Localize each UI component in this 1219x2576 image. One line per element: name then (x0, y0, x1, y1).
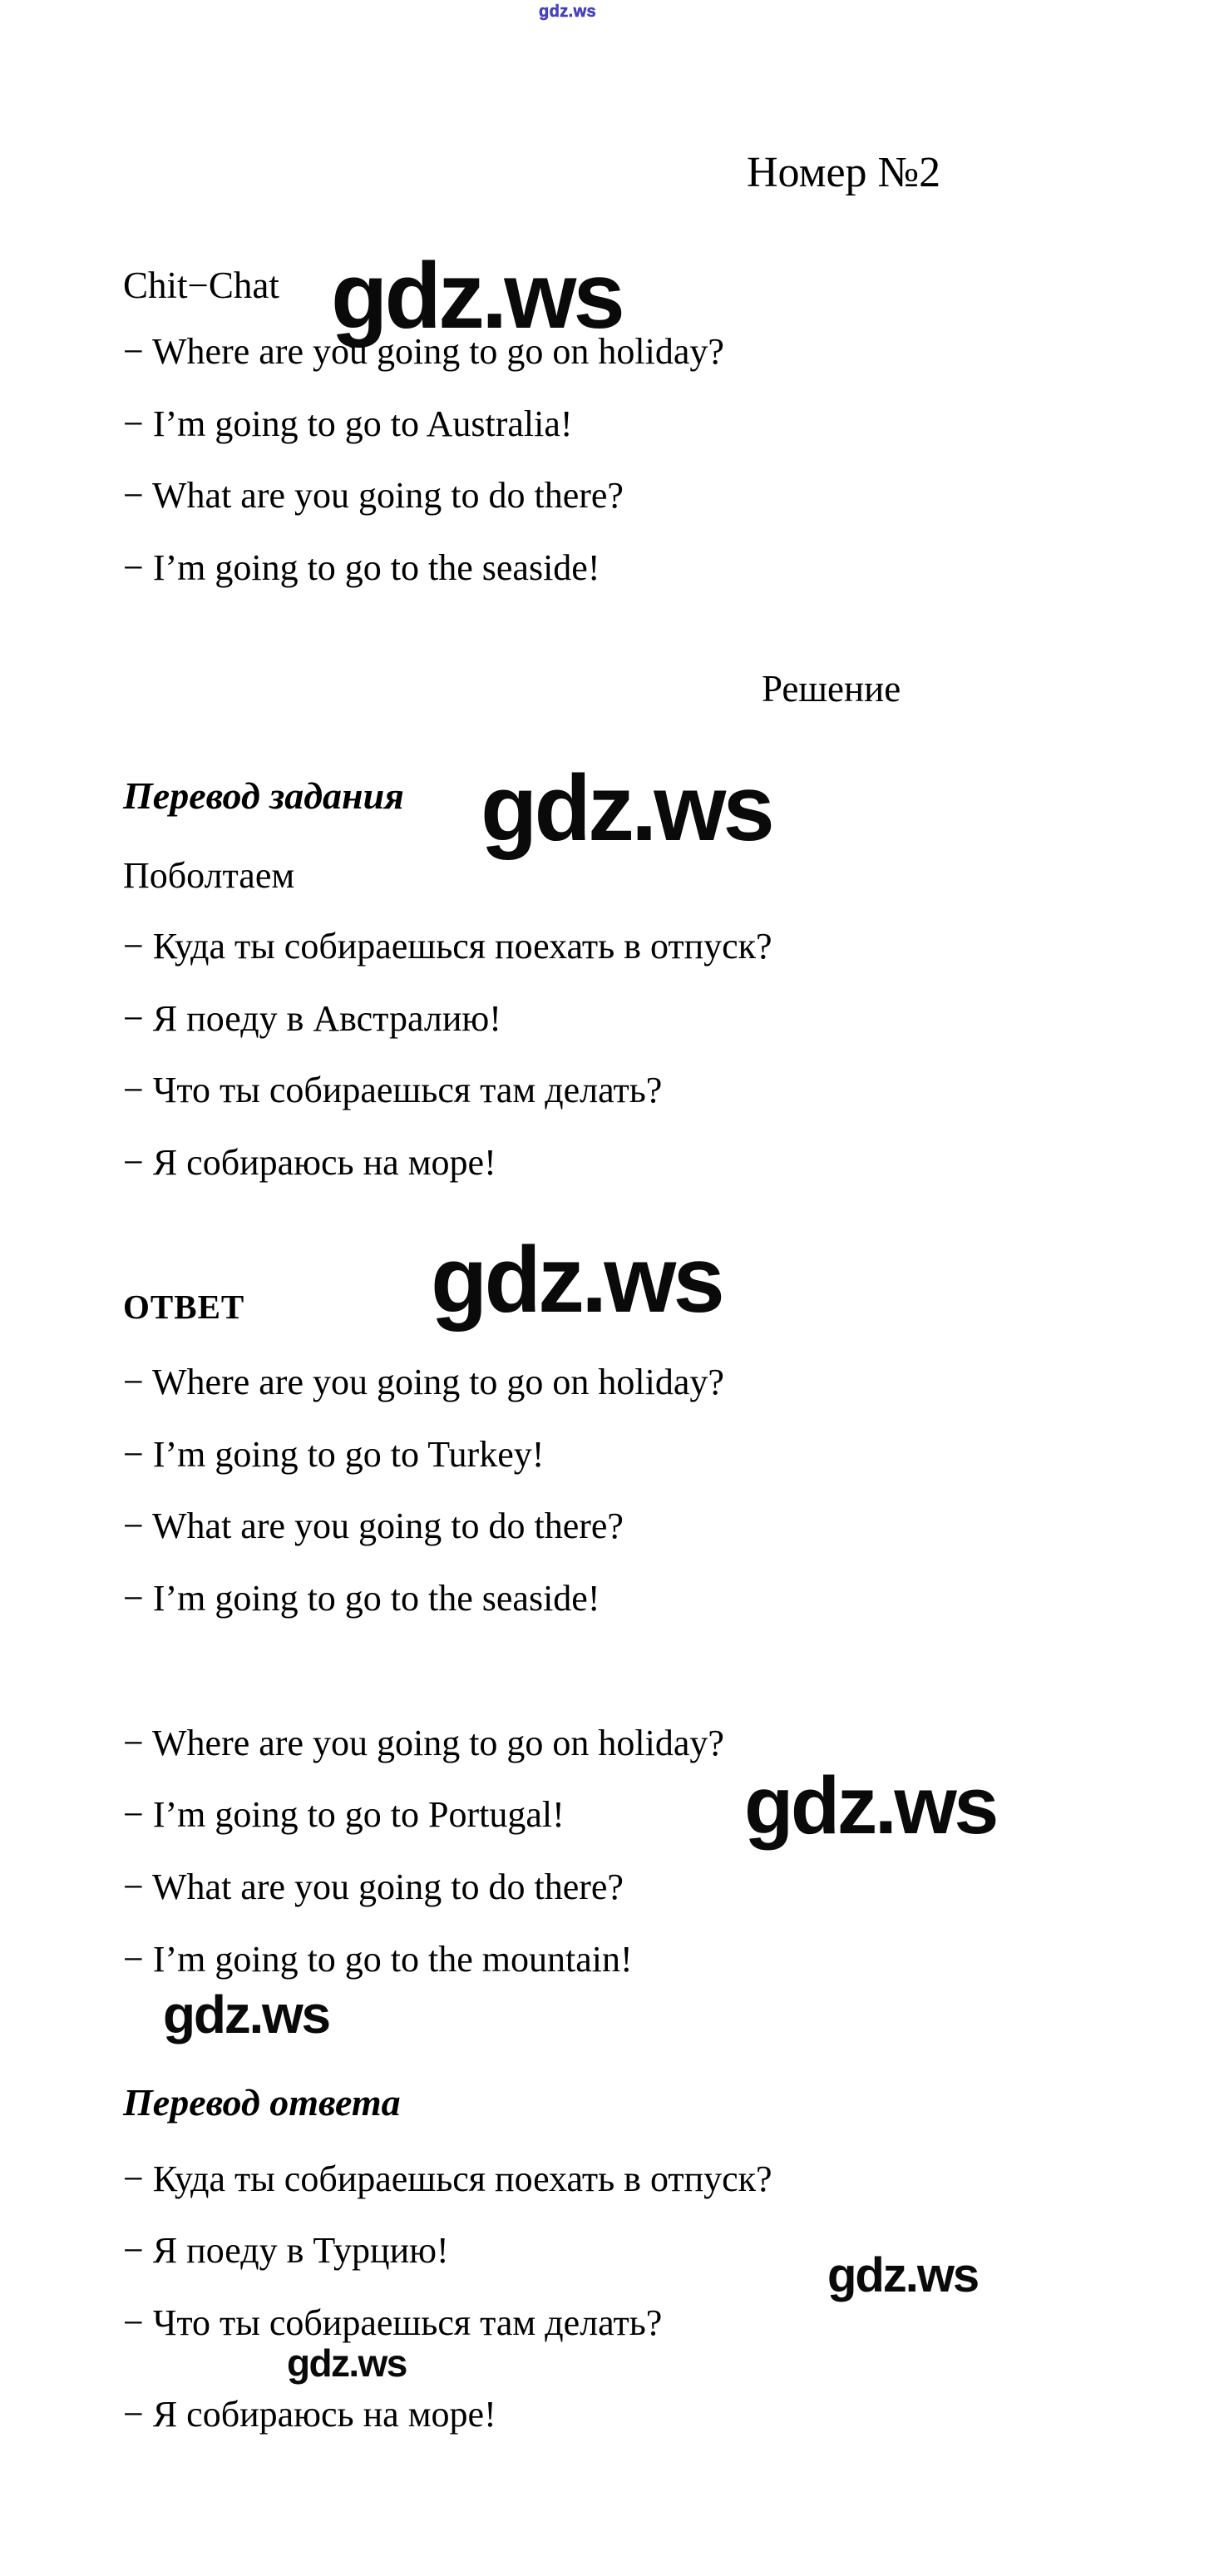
answer-dialogue-line: − What are you going to do there? (123, 1866, 624, 1907)
task-title: Chit−Chat (123, 265, 279, 306)
answer-dialogue-line: − I’m going to go to the mountain! (123, 1939, 633, 1980)
answer-dialogue-line: − I’m going to go to Portugal! (123, 1794, 565, 1835)
answer-translation-line: − Я собираюсь на море! (123, 2394, 496, 2435)
answer-dialogue-line: − What are you going to do there? (123, 1506, 624, 1546)
gdz-watermark-top: gdz.ws (539, 2, 597, 21)
translation-line: − Куда ты собираешься поехать в отпуск? (123, 926, 772, 967)
answer-dialogue-line: − Where are you going to go on holiday? (123, 1362, 724, 1402)
gdz-watermark: gdz.ws (287, 2341, 407, 2385)
task-translation-subtitle: Поболтаем (123, 855, 295, 896)
task-number: Номер №2 (747, 149, 941, 196)
gdz-watermark: gdz.ws (331, 244, 622, 348)
answer-dialogue-line: − I’m going to go to the seaside! (123, 1578, 600, 1619)
answer-translation-line: − Я поеду в Турцию! (123, 2230, 449, 2271)
translation-line: − Я поеду в Австралию! (123, 998, 501, 1039)
gdz-watermark: gdz.ws (827, 2248, 979, 2302)
task-dialogue-line: − I’m going to go to Australia! (123, 403, 573, 444)
gdz-watermark: gdz.ws (744, 1760, 996, 1851)
answer-dialogue-line: − Where are you going to go on holiday? (123, 1723, 724, 1763)
answer-translation-line: − Куда ты собираешься поехать в отпуск? (123, 2158, 772, 2199)
gdz-watermark: gdz.ws (481, 756, 772, 860)
gdz-watermark: gdz.ws (431, 1228, 722, 1332)
answer-translation-line: − Что ты собираешься там делать? (123, 2302, 663, 2343)
solution-heading: Решение (762, 668, 901, 710)
task-dialogue-line: − What are you going to do there? (123, 475, 624, 516)
answer-dialogue-line: − I’m going to go to Turkey! (123, 1434, 545, 1475)
answer-translation-heading: Перевод ответа (123, 2081, 401, 2124)
task-dialogue-line: − Where are you going to go on holiday? (123, 331, 724, 372)
translation-line: − Что ты собираешься там делать? (123, 1070, 663, 1110)
task-translation-heading: Перевод задания (123, 774, 404, 817)
translation-line: − Я собираюсь на море! (123, 1142, 496, 1183)
task-dialogue-line: − I’m going to go to the seaside! (123, 547, 600, 588)
answer-heading: ОТВЕТ (123, 1288, 245, 1326)
gdz-watermark: gdz.ws (163, 1985, 329, 2044)
